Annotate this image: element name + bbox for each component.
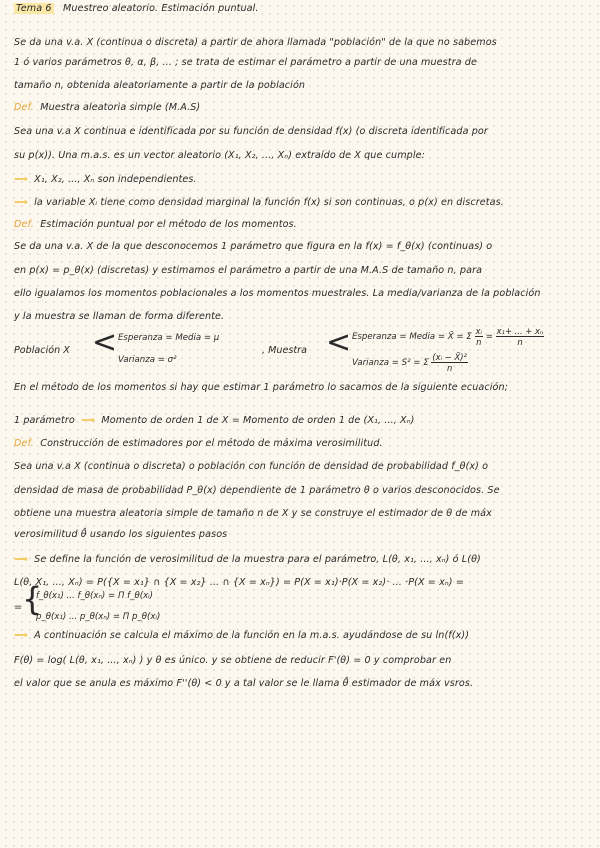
poblacion-brace: < [92,325,118,360]
likelihood-line: L(θ, X₁, ..., Xₙ) = P({X = x₁} ∩ {X = x₂} ... ∩ {X = xₙ}) = P(X = x₁)·P(X = x₂)· ... ·P(X = xₙ) = [14,577,464,588]
log-likelihood-line: F(θ) = log( L(θ, x₁, ..., xₙ) ) y θ es único. y se obtiene de reducir F'(θ) = 0 y comprobar en [14,655,452,666]
def2-line-1: Se da una v.a. X de la que desconocemos 1 parámetro que figura en la f(x) = f_θ(x) (continuas) o [14,241,493,252]
poblacion-esperanza: Esperanza = Media = μ [118,333,220,343]
fraction [496,326,545,347]
muestra-brace: < [326,325,352,360]
def2-line-4: y la muestra se llaman de forma diferente. [14,311,225,322]
implies-arrow-icon: ⟹ [81,415,96,426]
def3-step-1 [14,553,588,567]
def1-heading [14,101,588,115]
fraction-numerator: x₁+ ... + xₙ [496,326,544,336]
muestra-esperanza-text: Esperanza = Media = X̄ = Σ [352,332,472,342]
def3-step-2-text: A continuación se calcula el máximo de la función en la m.a.s. ayudándose de su ln(f(x)) [34,630,470,641]
def3-line-1: Sea una v.a X (continua o discreta) o población con función de densidad de probabilidad f_θ(x) o [14,461,489,472]
def3-step-2 [14,629,588,643]
def1-bullet-2-text: la variable Xᵢ tiene como densidad marginal la función f(x) si son continuas, o p(x) en discretas. [34,197,504,208]
def2-heading [14,218,588,232]
def1-bullet-2 [14,196,588,210]
likelihood-equals: = [14,602,23,613]
tema-label: Tema 6 [16,3,52,14]
intro-line-2: 1 ó varios parámetros θ, α, β, ... ; se trata de estimar el parámetro a partir de una muestra de [14,57,477,68]
def1-bullet-1-text: X₁, X₂, ..., Xₙ son independientes. [34,174,197,185]
fraction-denominator: n [517,337,523,347]
header-line [14,2,588,16]
def3-line-3: obtiene una muestra aleatoria simple de tamaño n de X y se construye el estimador de θ de máx [14,508,492,519]
implies-arrow-icon: ⟹ [14,630,28,641]
poblacion-label: Población X [14,345,70,356]
likelihood-case-discrete: p_θ(x₁) ... p_θ(xₙ) = Π p_θ(xᵢ) [36,612,161,622]
poblacion-varianza: Varianza = σ² [118,355,177,365]
implies-arrow-icon: ⟹ [14,197,28,208]
muestra-label: , Muestra [262,345,307,356]
implies-arrow-icon: ⟹ [14,554,28,565]
muestra-varianza [352,352,468,373]
muestra-esperanza [352,326,544,347]
def3-label: Def. [14,438,34,449]
momentos-line: En el método de los momentos si hay que estimar 1 parámetro lo sacamos de la siguiente ecuación; [14,382,508,393]
def2-title: Estimación puntual por el método de los momentos. [40,219,297,230]
def3-step-1-text: Se define la función de verosimilitud de la muestra para el parámetro, L(θ, x₁, ..., xₙ) ó L(θ) [34,554,481,565]
page-title: Muestreo aleatorio. Estimación puntual. [63,3,259,14]
def3-title: Construcción de estimadores por el método de máxima verosimilitud. [40,438,383,449]
equals-sign: = [485,332,493,342]
intro-line-1: Se da una v.a. X (continua o discreta) a partir de ahora llamada "población" de la que no sabemos [14,37,497,48]
def3-line-2: densidad de masa de probabilidad P_θ(x) dependiente de 1 parámetro θ o varios desconocidos. Se [14,485,500,496]
def1-label: Def. [14,102,34,113]
max-condition-line: el valor que se anula es máximo F''(θ) < 0 y a tal valor se le llama θ̂ estimador de máx vsros. [14,678,474,689]
fraction-numerator: xᵢ [475,326,482,336]
fraction-denominator: n [476,337,482,347]
fraction-denominator: n [446,363,453,373]
def2-line-2: en p(x) = p_θ(x) (discretas) y estimamos el parámetro a partir de una M.A.S de tamaño n, para [14,265,483,276]
def1-line-1: Sea una v.a X continua e identificada por su función de densidad f(x) (o discreta identificada por [14,126,488,137]
likelihood-case-continuous: f_θ(x₁) ... f_θ(xₙ) = Π f_θ(xᵢ) [36,591,154,601]
momentos-equation-left: 1 parámetro [14,415,75,426]
momentos-equation [14,414,588,428]
intro-line-3: tamaño n, obtenida aleatoriamente a partir de la población [14,80,306,91]
fraction [475,326,483,347]
fraction [431,352,467,373]
def1-title: Muestra aleatoria simple (M.A.S) [40,102,201,113]
muestra-varianza-text: Varianza = S² = Σ [352,358,429,368]
def2-label: Def. [14,219,34,230]
momentos-equation-right: Momento de orden 1 de X = Momento de orden 1 de (X₁, ..., Xₙ) [101,415,415,426]
def1-bullet-1 [14,173,588,187]
def3-heading [14,437,588,451]
cases-brace: { [22,580,43,618]
def2-line-3: ello igualamos los momentos poblacionales a los momentos muestrales. La media/varianza de la población [14,288,541,299]
def1-line-2: su p(x)). Una m.a.s. es un vector aleatorio (X₁, X₂, ..., Xₙ) extraído de X que cumple: [14,150,425,161]
fraction-numerator: (xᵢ − X̄)² [432,352,467,362]
implies-arrow-icon: ⟹ [14,174,28,185]
def3-line-4: verosimilitud θ̂ usando los siguientes pasos [14,529,228,540]
